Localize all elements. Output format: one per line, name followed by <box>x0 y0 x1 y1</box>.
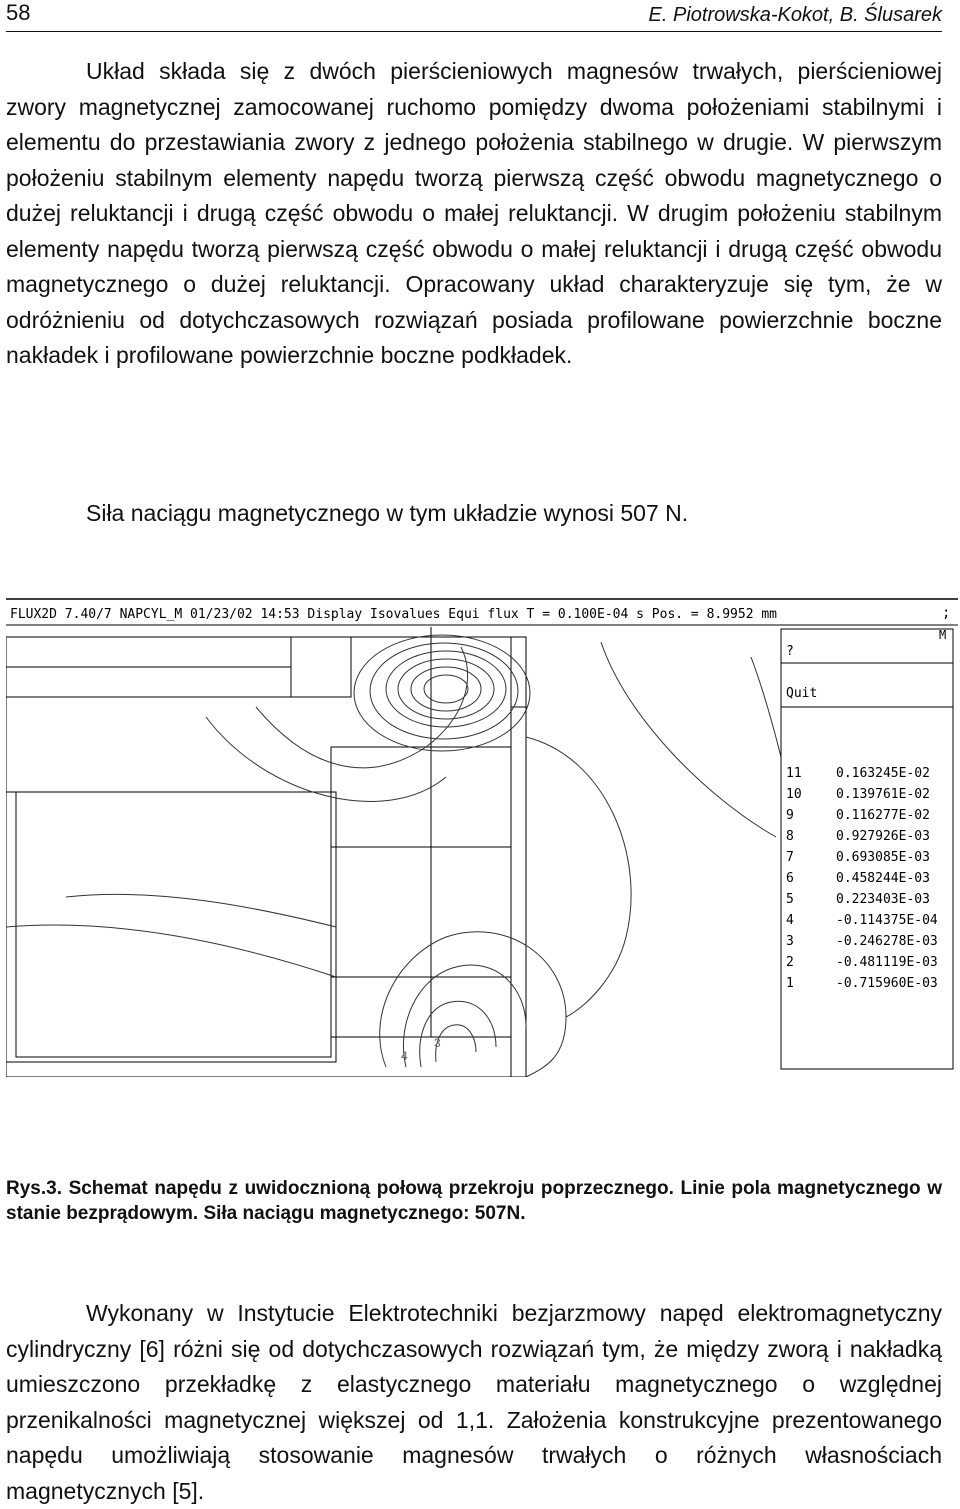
legend-index: 4 <box>786 913 794 928</box>
armature-block <box>6 792 336 1062</box>
legend-index: 5 <box>786 892 794 907</box>
magnet-upper <box>331 747 431 847</box>
flux2d-simulation-screenshot <box>6 597 958 1077</box>
legend-value: 0.163245E-02 <box>836 766 930 781</box>
upper-bar <box>291 637 351 697</box>
legend-value: -0.481119E-03 <box>836 955 938 970</box>
legend-value: -0.114375E-04 <box>836 913 938 928</box>
legend-index: 11 <box>786 766 802 781</box>
header-rule <box>6 31 942 32</box>
legend-value: 0.693085E-03 <box>836 850 930 865</box>
legend-index: 6 <box>786 871 794 886</box>
simulation-canvas <box>6 597 958 1077</box>
running-head-authors: E. Piotrowska-Kokot, B. Ślusarek <box>648 4 942 26</box>
spacer-block <box>331 847 431 977</box>
legend-index: 3 <box>786 934 794 949</box>
sim-title-bar: FLUX2D 7.40/7 NAPCYL_M 01/23/02 14:53 Display Isovalues Equi flux T = 0.100E-04 s Pos. = 8.9952 mm <box>10 607 778 622</box>
inner-block <box>16 792 331 1057</box>
contour-label-4: 4 <box>401 1049 408 1063</box>
menu-corner[interactable]: ; <box>942 605 951 621</box>
menu-m[interactable]: M <box>939 628 947 642</box>
body-paragraph-1: Układ składa się z dwóch pierścieniowych magnesów trwałych, pierścieniowej zwory magnetycznej zamocowanej ruchomo pomiędzy dwoma położeniami stabilnymi i elementu do przestawiania zwory z jednego położenia stabilnego w drugie. W pierwszym położeniu stabilnym elementy napędu tworzą pierwszą część obwodu magnetycznego o dużej reluktancji i drugą część obwodu o małej reluktancji. W drugim położeniu stabilnym elementy napędu tworzą pierwszą część obwodu o małej reluktancji i drugą część obwodu magnetycznego o dużej reluktancji. Opracowany układ charakteryzuje się tym, że w odróżnieniu od dotychczasowych rozwiązań posiada profilowane powierzchnie boczne nakładek i profilowane powierzchnie boczne podkładek. <box>6 58 942 368</box>
spacer-block-2 <box>431 847 511 977</box>
legend-index: 2 <box>786 955 794 970</box>
legend-value: -0.715960E-03 <box>836 976 938 991</box>
contour-label-3: 3 <box>434 1036 441 1050</box>
force-statement: Siła naciągu magnetycznego w tym układzie wynosi 507 N. <box>86 500 689 526</box>
legend-value: 0.458244E-03 <box>836 871 930 886</box>
lower-plate <box>331 977 431 1037</box>
legend-index: 1 <box>786 976 794 991</box>
isovalue-contours-upper <box>206 635 530 801</box>
menu-quit-button[interactable]: Quit <box>786 686 818 701</box>
legend-value: 0.116277E-02 <box>836 808 930 823</box>
lower-plate-2 <box>431 977 511 1037</box>
page-number: 58 <box>6 0 31 25</box>
legend-index: 10 <box>786 787 802 802</box>
figure-caption: Rys.3. Schemat napędu z uwidocznioną połową przekroju poprzecznego. Linie pola magnetycznego w stanie bezprądowym. Siła naciągu magnetycznego: 507N. <box>6 1178 942 1224</box>
body-paragraph-2: Wykonany w Instytucie Elektrotechniki bezjarzmowy napęd elektromagnetyczny cylindryczny [6] różni się od dotychczasowych rozwiązań tym, że między zworą i nakładką umieszczono przekładkę z elastycznego materiału magnetycznego o względnej przenikalności magnetycznej większej od 1,1. Założenia konstrukcyjne prezentowanego napędu umożliwiają stosowanie magnesów trwałych o różnych własnościach magnetycznych [5]. <box>6 1300 942 1504</box>
legend-value: -0.246278E-03 <box>836 934 938 949</box>
legend-value: 0.223403E-03 <box>836 892 930 907</box>
page-header <box>6 0 942 30</box>
magnet-upper-2 <box>431 747 511 847</box>
legend-value: 0.139761E-02 <box>836 787 930 802</box>
menu-help-button[interactable]: ? <box>786 644 794 659</box>
legend-index: 7 <box>786 850 794 865</box>
legend-value: 0.927926E-03 <box>836 829 930 844</box>
legend-index: 8 <box>786 829 794 844</box>
legend-index: 9 <box>786 808 794 823</box>
